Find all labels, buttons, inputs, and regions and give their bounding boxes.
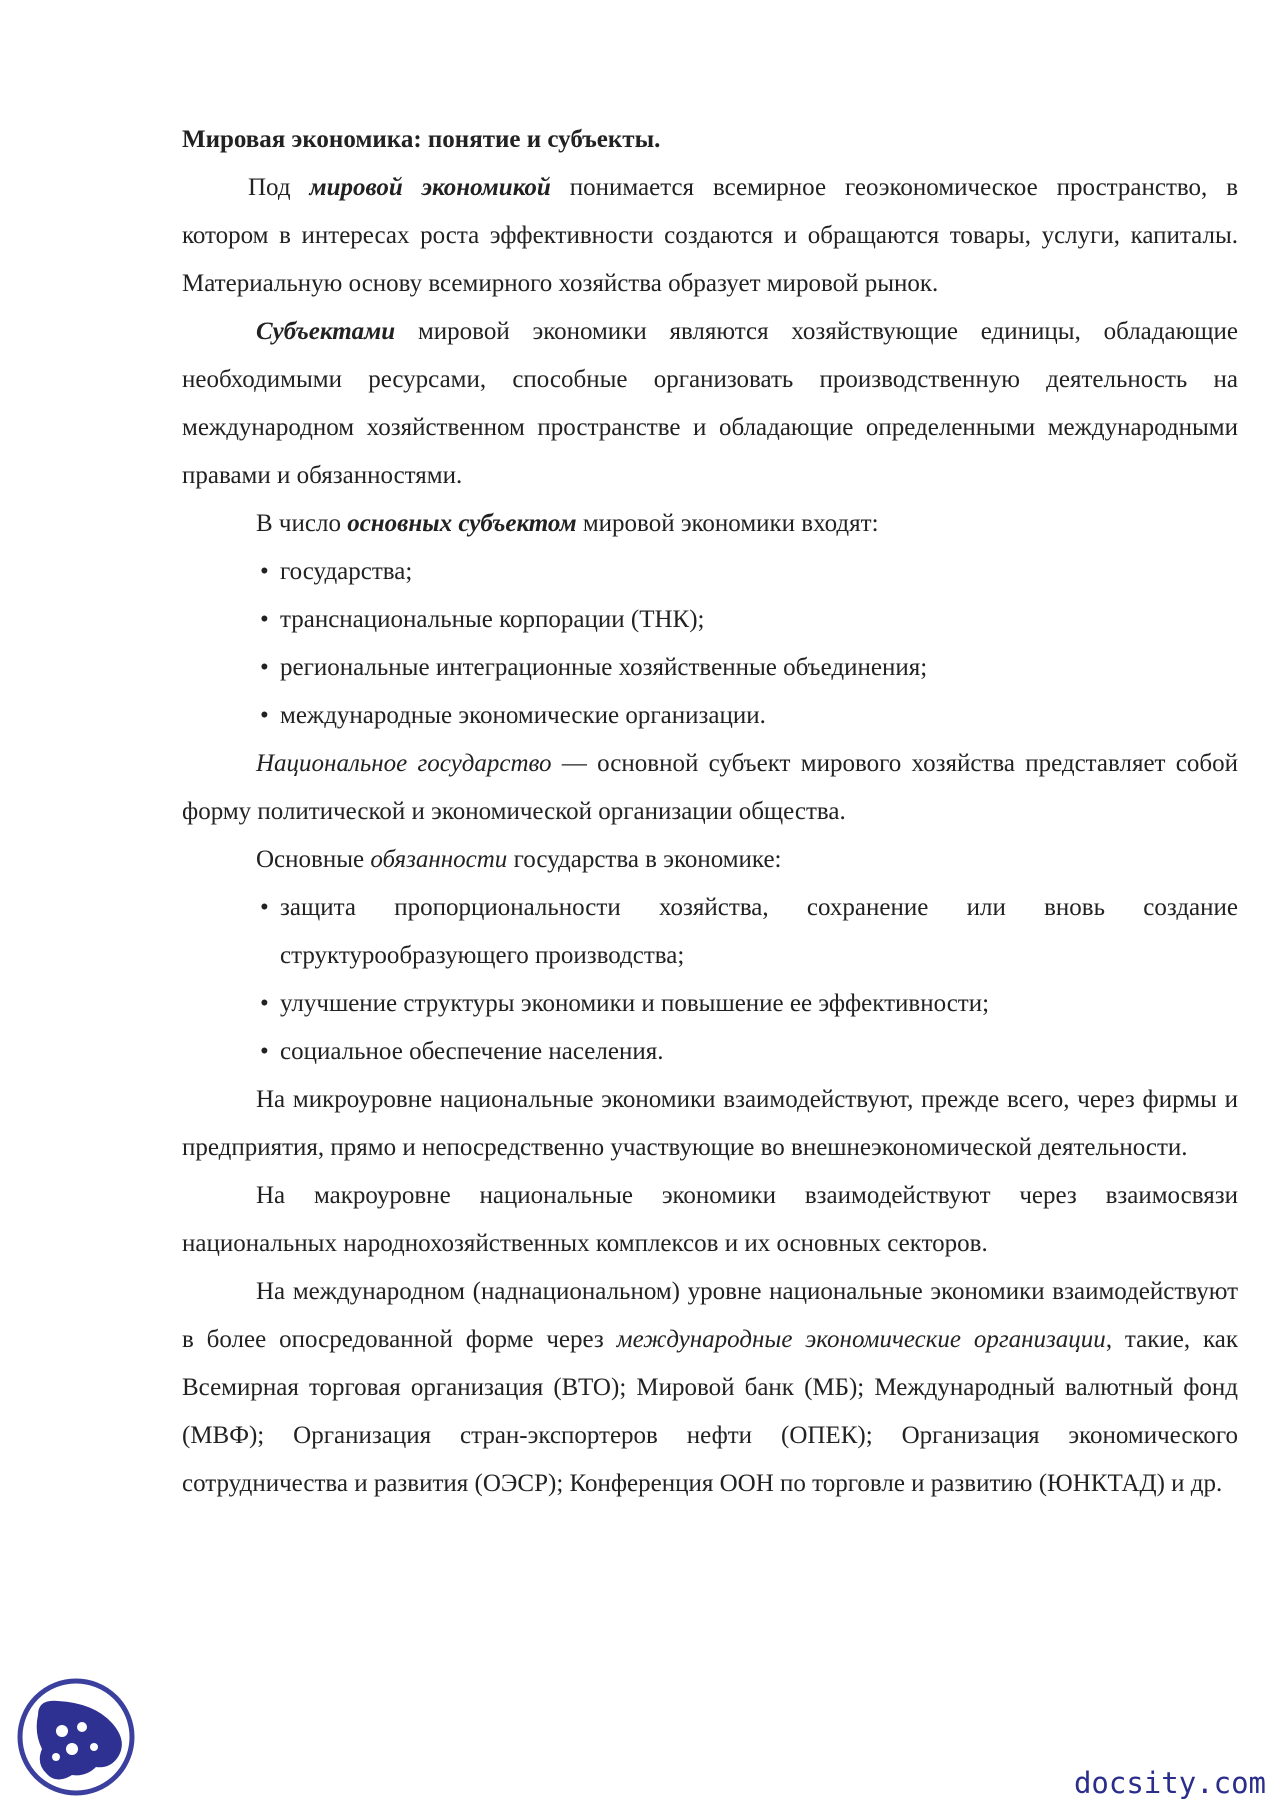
paragraph-text: — основной субъект мирового хозяйства представляет собой форму политической и экономической организации общества. [182, 750, 1238, 825]
paragraph-international-level [182, 1268, 1238, 1508]
list-item-text: защита пропорциональности хозяйства, сохранение или вновь создание структурообразующего производства; [280, 894, 1238, 969]
term-main-subjects: основных субъектом [347, 510, 577, 537]
paragraph-lead: В число [256, 510, 348, 537]
bullet-icon: • [260, 990, 269, 1017]
paragraph-micro-level: На микроуровне национальные экономики взаимодействуют, прежде всего, через фирмы и предприятия, прямо и непосредственно участвующие во внешнеэкономической деятельности. [182, 1086, 1238, 1161]
paragraph-national-state [182, 740, 1238, 836]
bullet-icon: • [260, 606, 269, 633]
bullet-icon: • [260, 894, 269, 921]
list-item [182, 980, 1238, 1028]
paragraph-text: государства в экономике: [507, 846, 782, 873]
bullet-icon: • [260, 654, 269, 681]
bullet-icon: • [260, 558, 269, 585]
term-subjects: Субъектами [256, 318, 396, 345]
paragraph-main-subjects [182, 500, 1238, 548]
subjects-list [182, 548, 1238, 740]
bullet-icon: • [260, 702, 269, 729]
paragraph-subjects [182, 308, 1238, 500]
list-item [182, 644, 1238, 692]
docsity-logo-icon[interactable] [16, 1677, 136, 1797]
list-item [182, 1028, 1238, 1076]
list-item-text: улучшение структуры экономики и повышение ее эффективности; [280, 990, 990, 1017]
paragraph-text: мировой экономики являются хозяйствующие единицы, обладающие необходимыми ресурсами, способные организовать производственную деятельность на международном хозяйственном пространстве и обладающие определенными международными правами и обязанностями. [182, 318, 1238, 489]
list-item-text: социальное обеспечение населения. [280, 1038, 664, 1065]
list-item-text: региональные интеграционные хозяйственные объединения; [280, 654, 928, 681]
paragraph-definition [182, 164, 1238, 308]
paragraph-text: , такие, как Всемирная торговая организация (ВТО); Мировой банк (МБ); Международный валютный фонд (МВФ); Организация стран-экспортеров нефти (ОПЕК); Организация экономического сотрудничества и развития (ОЭСР); Конференция ООН по торговле и развитию (ЮНКТАД) и др. [182, 1326, 1238, 1497]
paragraph-text: понимается всемирное геоэкономическое пространство, в котором в интересах роста эффективности создаются и обращаются товары, услуги, капиталы. Материальную основу всемирного хозяйства образует мировой рынок. [182, 174, 1238, 297]
logo-graphic [16, 1677, 136, 1797]
list-item-text: государства; [280, 558, 413, 585]
paragraph-lead: На международном (наднациональном) уровне национальные экономики взаимодействуют в более опосредованной форме через [182, 1278, 1238, 1353]
duties-list [182, 884, 1238, 1076]
paragraph-duties [182, 836, 1238, 884]
document-title: Мировая экономика: понятие и субъекты. [182, 126, 661, 153]
paragraph-lead: Основные [256, 846, 371, 873]
docsity-brand-link[interactable]: docsity.com [1073, 1766, 1266, 1800]
list-item [182, 548, 1238, 596]
list-item [182, 884, 1238, 980]
paragraph-text: мировой экономики входят: [576, 510, 879, 537]
term-national-state: Национальное государство [256, 750, 552, 777]
list-item [182, 596, 1238, 644]
term-world-economy: мировой экономикой [309, 174, 551, 201]
term-duties: обязанности [370, 846, 508, 873]
paragraph-macro-level: На макроуровне национальные экономики взаимодействуют через взаимосвязи национальных народнохозяйственных комплексов и их основных секторов. [182, 1182, 1238, 1257]
list-item-text: международные экономические организации. [280, 702, 766, 729]
term-international-organizations: международные экономические организации [616, 1326, 1106, 1353]
document-page [182, 116, 1238, 1508]
list-item [182, 692, 1238, 740]
bullet-icon: • [260, 1038, 269, 1065]
list-item-text: транснациональные корпорации (ТНК); [280, 606, 705, 633]
paragraph-lead: Под [248, 174, 310, 201]
